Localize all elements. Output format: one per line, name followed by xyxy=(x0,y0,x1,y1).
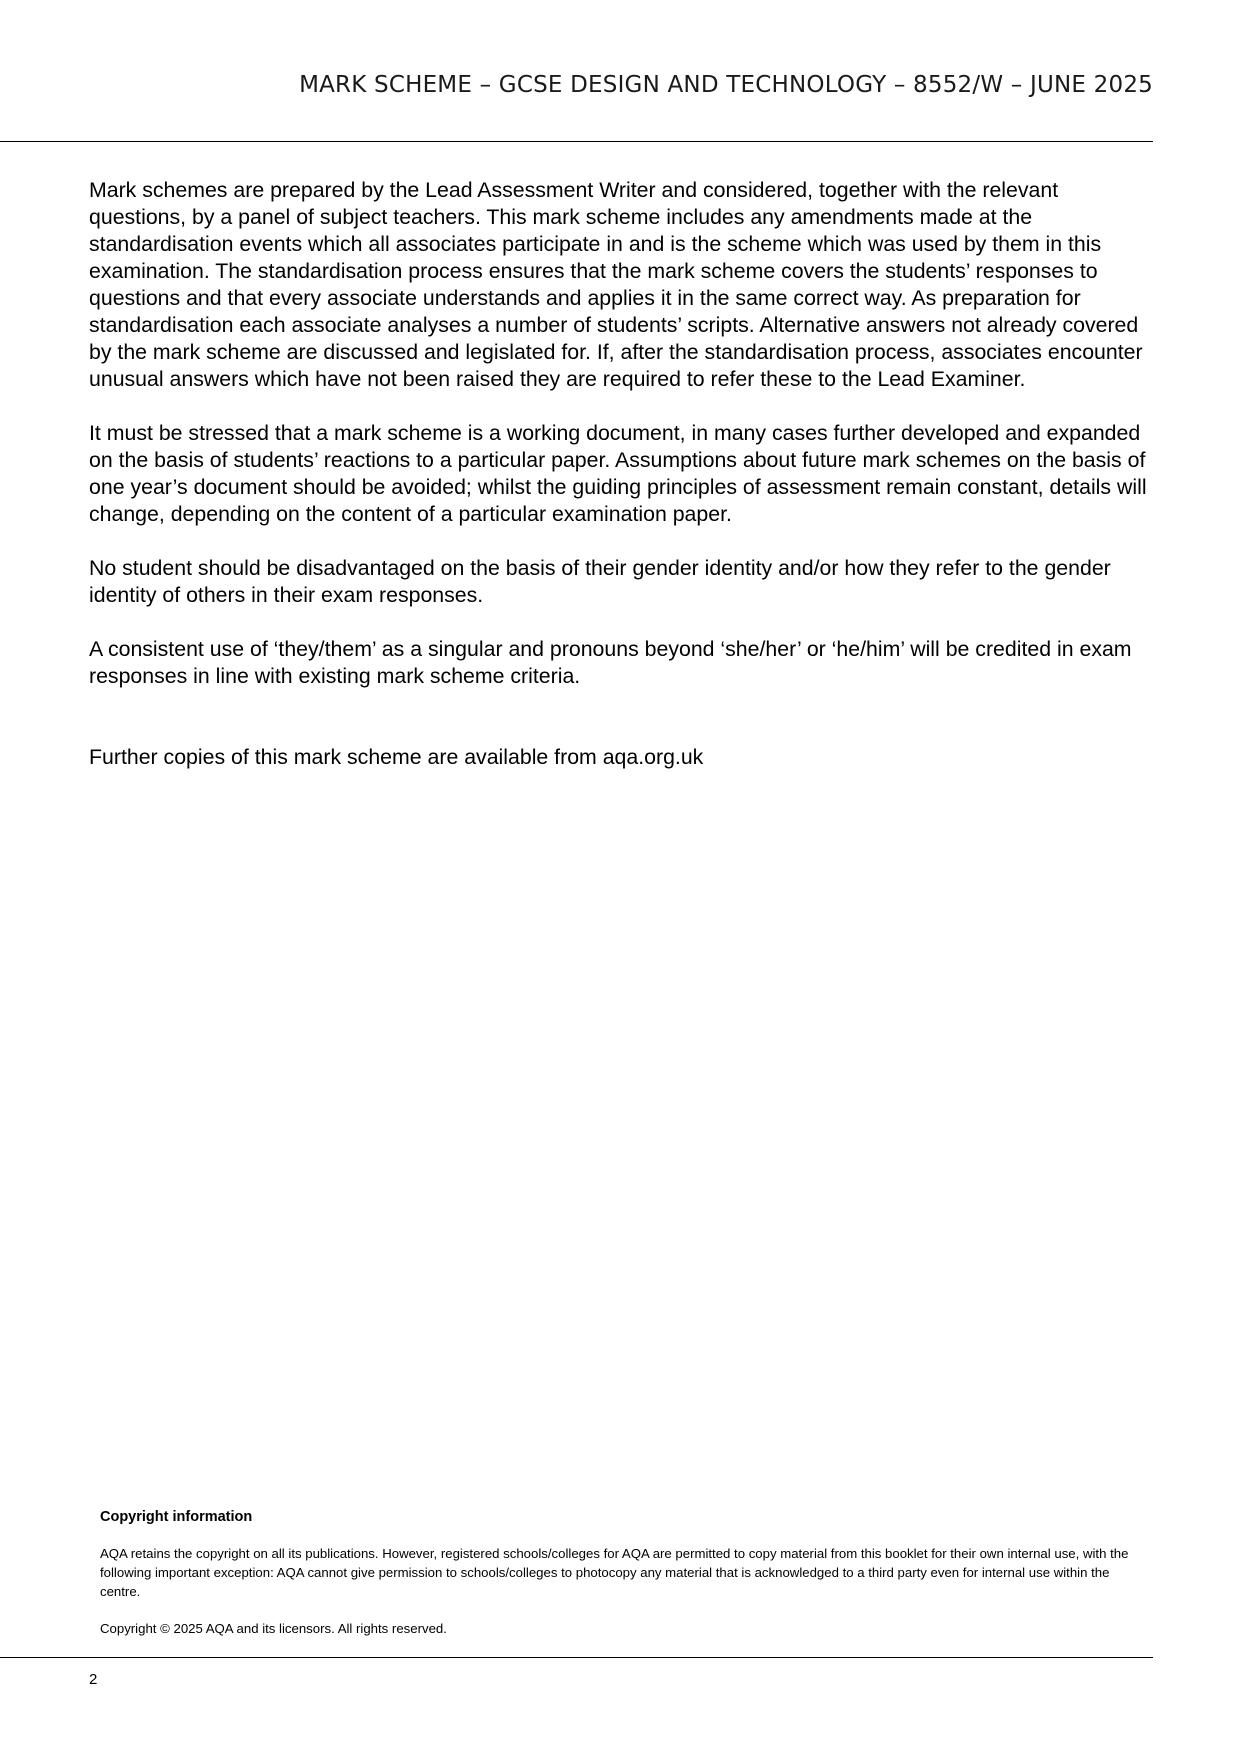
footer-divider xyxy=(0,1657,1153,1658)
copyright-body: AQA retains the copyright on all its publications. However, registered schools/colleges for AQA are permitted to copy material from this booklet for their own internal use, with the following important exception: AQA cannot give permission to schools/colleges to photocopy any material that is acknowledged to a third party even for internal use within the centre. xyxy=(100,1546,1129,1599)
copyright-section xyxy=(100,1508,1140,1656)
main-content xyxy=(89,177,1159,798)
page-header-title: MARK SCHEME – GCSE DESIGN AND TECHNOLOGY – 8552/W – JUNE 2025 xyxy=(299,72,1153,98)
further-copies-text: Further copies of this mark scheme are available from aqa.org.uk xyxy=(89,745,704,769)
copyright-notice: Copyright © 2025 AQA and its licensors. All rights reserved. xyxy=(100,1621,447,1636)
paragraph-pronouns: A consistent use of ‘they/them’ as a singular and pronouns beyond ‘she/her’ or ‘he/him’ will be credited in exam responses in line with existing mark scheme criteria. xyxy=(89,637,1132,688)
header-divider xyxy=(0,141,1153,142)
paragraph-gender-identity: No student should be disadvantaged on the basis of their gender identity and/or how they refer to the gender identity of others in their exam responses. xyxy=(89,556,1111,607)
copyright-heading: Copyright information xyxy=(100,1509,253,1525)
paragraph-mark-scheme-preparation: Mark schemes are prepared by the Lead Assessment Writer and considered, together with the relevant questions, by a panel of subject teachers. This mark scheme includes any amendments made at the standardisation events which all associates participate in and is the scheme which was used by them in this examination. The standardisation process ensures that the mark scheme covers the students’ responses to questions and that every associate understands and applies it in the same correct way. As preparation for standardisation each associate analyses a number of students’ scripts. Alternative answers not already covered by the mark scheme are discussed and legislated for. If, after the standardisation process, associates encounter unusual answers which have not been raised they are required to refer these to the Lead Examiner. xyxy=(89,178,1143,391)
paragraph-working-document: It must be stressed that a mark scheme is a working document, in many cases further developed and expanded on the basis of students’ reactions to a particular paper. Assumptions about future mark schemes on the basis of one year’s document should be avoided; whilst the guiding principles of assessment remain constant, details will change, depending on the content of a particular examination paper. xyxy=(89,421,1147,526)
page-number: 2 xyxy=(89,1671,98,1688)
